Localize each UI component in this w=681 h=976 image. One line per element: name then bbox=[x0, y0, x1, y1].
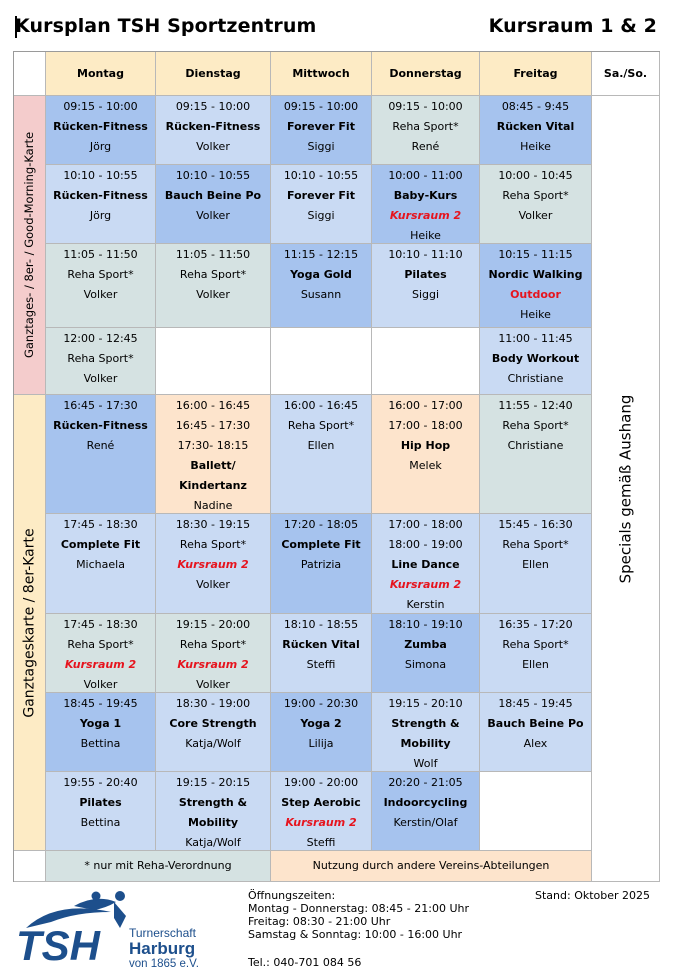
hours-fri: Freitag: 08:30 - 21:00 Uhr bbox=[248, 915, 391, 928]
course-trainer: Volker bbox=[196, 578, 230, 591]
course-name: Yoga 2 bbox=[300, 717, 342, 730]
course-time: 16:35 - 17:20 bbox=[498, 618, 573, 631]
course-time: 16:45 - 17:30 bbox=[175, 419, 251, 432]
course-room: Kursraum 2 bbox=[177, 558, 249, 571]
course-name: Rücken-Fitness bbox=[53, 419, 148, 432]
course-slot bbox=[156, 165, 271, 244]
course-slot bbox=[372, 514, 480, 614]
course-slot bbox=[372, 165, 480, 244]
legend-other-departments: Nutzung durch andere Vereins-Abteilungen bbox=[271, 851, 592, 882]
course-name: Kindertanz bbox=[179, 479, 247, 492]
course-trainer: Kerstin/Olaf bbox=[393, 816, 458, 829]
course-name: Body Workout bbox=[491, 352, 580, 365]
hours-mon-thu: Montag - Donnerstag: 08:45 - 21:00 Uhr bbox=[248, 902, 469, 915]
day-header-5: Sa./So. bbox=[592, 52, 660, 96]
course-trainer: Volker bbox=[518, 209, 553, 222]
phone-number: Tel.: 040-701 084 56 bbox=[248, 956, 362, 969]
course-time: 16:00 - 16:45 bbox=[175, 399, 251, 412]
course-trainer: Christiane bbox=[507, 372, 564, 385]
course-trainer: Katja/Wolf bbox=[185, 836, 241, 849]
course-name: Mobility bbox=[187, 816, 239, 829]
course-name: Rücken-Fitness bbox=[165, 120, 261, 133]
course-time: 10:00 - 10:45 bbox=[498, 169, 573, 182]
course-slot bbox=[156, 693, 271, 772]
course-trainer: Ellen bbox=[522, 658, 549, 671]
status-date: Stand: Oktober 2025 bbox=[535, 889, 651, 902]
course-slot bbox=[480, 395, 592, 514]
day-header-1: Dienstag bbox=[156, 52, 271, 96]
course-name: Strength & bbox=[178, 796, 248, 809]
course-trainer: Siggi bbox=[307, 209, 335, 222]
course-trainer: Bettina bbox=[80, 737, 121, 750]
logo-line2: Harburg bbox=[129, 939, 196, 958]
day-header-4: Freitag bbox=[480, 52, 592, 96]
course-slot bbox=[156, 772, 271, 851]
course-time: 11:15 - 12:15 bbox=[283, 248, 359, 261]
course-name: Reha Sport* bbox=[502, 638, 569, 651]
course-time: 17:20 - 18:05 bbox=[283, 518, 359, 531]
course-trainer: Heike bbox=[520, 308, 551, 321]
course-slot bbox=[46, 614, 156, 693]
course-time: 11:55 - 12:40 bbox=[498, 399, 573, 412]
course-slot bbox=[271, 244, 372, 328]
course-slot bbox=[480, 693, 592, 772]
course-time: 10:15 - 11:15 bbox=[498, 248, 573, 261]
course-slot bbox=[271, 614, 372, 693]
logo-line3: von 1865 e.V. bbox=[129, 958, 199, 968]
day-header-2: Mittwoch bbox=[271, 52, 372, 96]
course-location: Outdoor bbox=[510, 288, 561, 301]
course-time: 17:45 - 18:30 bbox=[63, 518, 138, 531]
course-time: 18:30 - 19:00 bbox=[175, 697, 251, 710]
course-trainer: Volker bbox=[83, 678, 118, 691]
course-name: Rücken Vital bbox=[496, 120, 575, 133]
logo-letters: TSH bbox=[16, 922, 100, 968]
course-slot bbox=[271, 772, 372, 851]
course-slot bbox=[480, 244, 592, 328]
course-time: 11:05 - 11:50 bbox=[175, 248, 251, 261]
course-time: 10:10 - 11:10 bbox=[388, 248, 463, 261]
course-slot bbox=[46, 165, 156, 244]
course-name: Yoga 1 bbox=[79, 717, 122, 730]
course-trainer: Patrizia bbox=[300, 558, 342, 571]
logo-line1: Turnerschaft bbox=[129, 926, 196, 940]
course-slot bbox=[271, 96, 372, 165]
course-name: Line Dance bbox=[391, 558, 460, 571]
course-time: 11:05 - 11:50 bbox=[63, 248, 138, 261]
course-trainer: Siggi bbox=[411, 288, 440, 301]
course-name: Rücken-Fitness bbox=[53, 120, 148, 133]
course-slot bbox=[156, 614, 271, 693]
course-name: Indoorcycling bbox=[383, 796, 468, 809]
opening-hours bbox=[248, 889, 469, 941]
course-trainer: Susann bbox=[300, 288, 342, 301]
course-slot bbox=[156, 244, 271, 328]
course-name: Bauch Beine Po bbox=[164, 189, 262, 202]
course-trainer: Ellen bbox=[522, 558, 549, 571]
course-slot bbox=[46, 328, 156, 395]
course-name: Mobility bbox=[400, 737, 451, 750]
course-slot bbox=[46, 514, 156, 614]
course-room: Kursraum 2 bbox=[64, 658, 137, 671]
course-trainer: Heike bbox=[410, 229, 441, 242]
course-time: 19:15 - 20:15 bbox=[175, 776, 251, 789]
course-name: Complete Fit bbox=[60, 538, 141, 551]
course-trainer: Nadine bbox=[193, 499, 233, 512]
course-name: Reha Sport* bbox=[179, 268, 247, 281]
course-slot bbox=[46, 96, 156, 165]
course-time: 09:15 - 10:00 bbox=[175, 100, 251, 113]
course-time: 19:15 - 20:00 bbox=[175, 618, 251, 631]
course-trainer: Bettina bbox=[80, 816, 121, 829]
course-name: Nordic Walking bbox=[488, 268, 583, 281]
course-name: Reha Sport* bbox=[67, 352, 134, 365]
weekend-note: Specials gemäß Aushang bbox=[616, 394, 635, 583]
legend-blank bbox=[14, 851, 46, 882]
course-trainer: Wolf bbox=[413, 757, 438, 770]
course-name: Yoga Gold bbox=[290, 268, 352, 281]
course-name: Reha Sport* bbox=[67, 638, 134, 651]
course-time: 18:45 - 19:45 bbox=[63, 697, 138, 710]
course-trainer: Jörg bbox=[89, 209, 112, 222]
course-time: 10:10 - 10:55 bbox=[63, 169, 138, 182]
course-name: Hip Hop bbox=[400, 439, 451, 452]
course-time: 18:45 - 19:45 bbox=[498, 697, 573, 710]
course-time: 15:45 - 16:30 bbox=[498, 518, 573, 531]
course-slot bbox=[46, 772, 156, 851]
course-slot bbox=[372, 244, 480, 328]
course-slot bbox=[372, 614, 480, 693]
course-name: Strength & bbox=[391, 717, 460, 730]
weekend-column bbox=[592, 96, 660, 882]
course-trainer: Lilija bbox=[308, 737, 334, 750]
course-slot bbox=[372, 395, 480, 514]
course-trainer: Christiane bbox=[507, 439, 564, 452]
evening-card-text: Ganztageskarte / 8er-Karte bbox=[21, 527, 38, 718]
course-name: Core Strength bbox=[169, 717, 257, 730]
course-name: Reha Sport* bbox=[287, 419, 355, 432]
course-trainer: Volker bbox=[83, 372, 118, 385]
course-trainer: Volker bbox=[196, 288, 230, 301]
course-slot bbox=[480, 614, 592, 693]
hours-weekend: Samstag & Sonntag: 10:00 - 16:00 Uhr bbox=[248, 928, 463, 941]
legend-reha: * nur mit Reha-Verordnung bbox=[46, 851, 271, 882]
course-name: Step Aerobic bbox=[281, 796, 361, 809]
course-name: Pilates bbox=[404, 268, 447, 281]
empty-slot bbox=[156, 328, 271, 395]
course-room: Kursraum 2 bbox=[285, 816, 357, 829]
course-slot bbox=[271, 395, 372, 514]
course-trainer: Jörg bbox=[89, 140, 112, 153]
course-time: 16:00 - 17:00 bbox=[388, 399, 463, 412]
opening-hours-title: Öffnungszeiten: bbox=[248, 889, 336, 902]
room-title: Kursraum 1 & 2 bbox=[488, 15, 657, 37]
course-slot bbox=[480, 514, 592, 614]
course-room: Kursraum 2 bbox=[177, 658, 249, 671]
empty-slot bbox=[271, 328, 372, 395]
morning-card-label bbox=[14, 96, 46, 395]
day-header-0: Montag bbox=[46, 52, 156, 96]
course-name: Reha Sport* bbox=[502, 538, 569, 551]
course-room: Kursraum 2 bbox=[389, 209, 462, 222]
course-name: Reha Sport* bbox=[502, 189, 569, 202]
course-slot bbox=[46, 395, 156, 514]
course-time: 17:30- 18:15 bbox=[177, 439, 249, 452]
course-slot bbox=[156, 96, 271, 165]
course-room: Kursraum 2 bbox=[389, 578, 462, 591]
course-slot bbox=[480, 165, 592, 244]
course-name: Forever Fit bbox=[287, 189, 355, 202]
page-title: Kursplan TSH Sportzentrum bbox=[15, 15, 317, 37]
course-slot bbox=[372, 96, 480, 165]
course-time: 18:00 - 19:00 bbox=[388, 538, 463, 551]
course-trainer: Heike bbox=[520, 140, 551, 153]
course-time: 17:00 - 18:00 bbox=[388, 419, 463, 432]
course-name: Reha Sport* bbox=[502, 419, 569, 432]
course-name: Forever Fit bbox=[287, 120, 355, 133]
course-trainer: Michaela bbox=[76, 558, 125, 571]
course-name: Reha Sport* bbox=[179, 538, 247, 551]
course-name: Rücken Vital bbox=[282, 638, 360, 651]
course-trainer: Ellen bbox=[307, 439, 335, 452]
course-time: 12:00 - 12:45 bbox=[63, 332, 138, 345]
course-slot bbox=[271, 693, 372, 772]
evening-card-label bbox=[14, 395, 46, 851]
course-slot bbox=[372, 693, 480, 772]
course-trainer: Melek bbox=[409, 459, 442, 472]
empty-slot bbox=[372, 328, 480, 395]
course-slot bbox=[156, 514, 271, 614]
course-trainer: Simona bbox=[404, 658, 447, 671]
course-name: Zumba bbox=[404, 638, 447, 651]
empty-slot bbox=[480, 772, 592, 851]
course-name: Ballett/ bbox=[190, 459, 236, 472]
course-time: 11:00 - 11:45 bbox=[498, 332, 573, 345]
course-name: Reha Sport* bbox=[67, 268, 134, 281]
day-header-3: Donnerstag bbox=[372, 52, 480, 96]
course-name: Complete Fit bbox=[281, 538, 361, 551]
course-trainer: Volker bbox=[83, 288, 118, 301]
course-slot bbox=[156, 395, 271, 514]
course-trainer: Volker bbox=[196, 140, 230, 153]
course-trainer: René bbox=[86, 439, 115, 452]
course-time: 09:15 - 10:00 bbox=[63, 100, 138, 113]
course-name: Reha Sport* bbox=[392, 120, 459, 133]
course-time: 20:20 - 21:05 bbox=[388, 776, 463, 789]
morning-card-text: Ganztages- / 8er- / Good-Morning-Karte bbox=[22, 131, 37, 359]
schedule-grid bbox=[13, 51, 660, 882]
course-trainer: Steffi bbox=[306, 658, 336, 671]
course-name: Bauch Beine Po bbox=[487, 717, 584, 730]
course-time: 10:10 - 10:55 bbox=[283, 169, 359, 182]
course-time: 10:10 - 10:55 bbox=[175, 169, 251, 182]
course-trainer: René bbox=[411, 140, 440, 153]
course-slot bbox=[480, 96, 592, 165]
course-time: 16:45 - 17:30 bbox=[63, 399, 138, 412]
course-time: 18:30 - 19:15 bbox=[175, 518, 251, 531]
course-slot bbox=[46, 693, 156, 772]
course-time: 19:55 - 20:40 bbox=[63, 776, 138, 789]
tsh-logo bbox=[16, 888, 216, 968]
course-time: 19:15 - 20:10 bbox=[388, 697, 463, 710]
course-time: 19:00 - 20:00 bbox=[283, 776, 359, 789]
course-time: 18:10 - 18:55 bbox=[283, 618, 359, 631]
course-trainer: Siggi bbox=[307, 140, 335, 153]
course-trainer: Steffi bbox=[306, 836, 336, 849]
course-time: 18:10 - 19:10 bbox=[388, 618, 463, 631]
course-time: 19:00 - 20:30 bbox=[283, 697, 359, 710]
course-trainer: Kerstin bbox=[406, 598, 445, 611]
course-time: 17:45 - 18:30 bbox=[63, 618, 138, 631]
course-name: Rücken-Fitness bbox=[53, 189, 148, 202]
course-trainer: Volker bbox=[196, 678, 230, 691]
course-name: Pilates bbox=[79, 796, 122, 809]
course-slot bbox=[46, 244, 156, 328]
course-time: 08:45 - 9:45 bbox=[501, 100, 570, 113]
course-time: 17:00 - 18:00 bbox=[388, 518, 463, 531]
course-time: 16:00 - 16:45 bbox=[283, 399, 359, 412]
course-name: Baby-Kurs bbox=[393, 189, 458, 202]
course-slot bbox=[372, 772, 480, 851]
course-slot bbox=[480, 328, 592, 395]
course-time: 09:15 - 10:00 bbox=[283, 100, 359, 113]
course-trainer: Katja/Wolf bbox=[185, 737, 241, 750]
course-time: 10:00 - 11:00 bbox=[388, 169, 463, 182]
corner-cell bbox=[14, 52, 46, 96]
course-slot bbox=[271, 514, 372, 614]
course-slot bbox=[271, 165, 372, 244]
course-trainer: Alex bbox=[523, 737, 548, 750]
course-name: Reha Sport* bbox=[179, 638, 247, 651]
tsh-logo-graphic bbox=[16, 888, 216, 968]
course-time: 09:15 - 10:00 bbox=[388, 100, 463, 113]
course-trainer: Volker bbox=[196, 209, 230, 222]
